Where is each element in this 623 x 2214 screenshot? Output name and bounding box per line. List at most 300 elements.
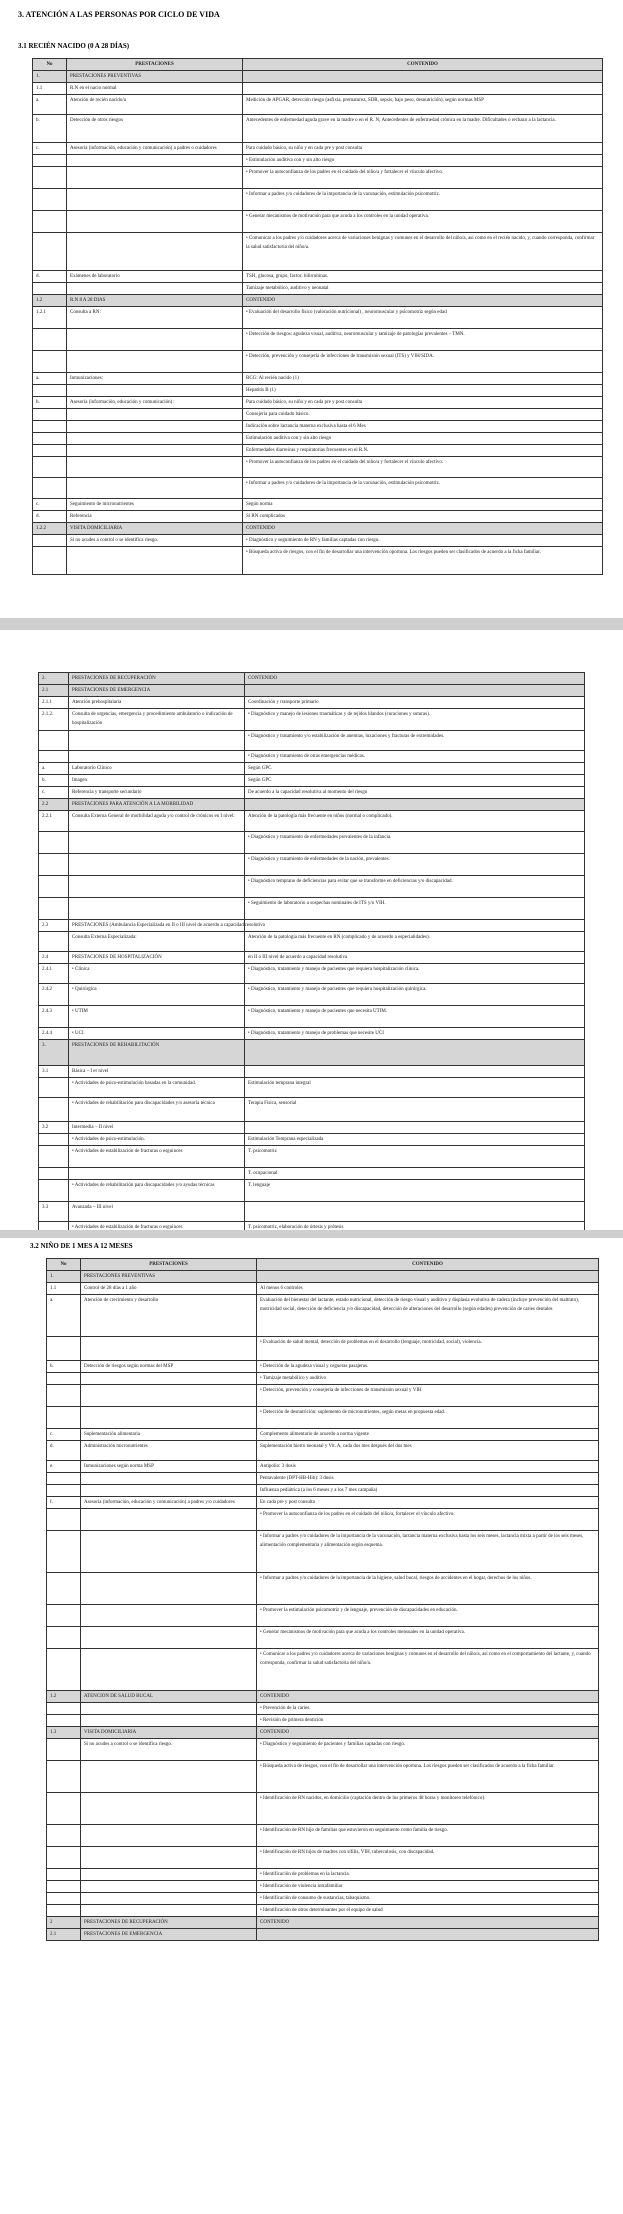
row-number-cell: [33, 421, 67, 433]
row-number-cell: [39, 932, 69, 952]
row-number-cell: 2.1: [39, 685, 69, 697]
row-number-cell: c.: [47, 1429, 81, 1441]
table-row: [47, 1793, 599, 1825]
row-number-cell: a.: [33, 373, 67, 385]
document-page-1: [0, 0, 623, 618]
service-cell: PRESTACIONES PREVENTIVAS: [81, 1271, 257, 1283]
row-number-cell: a.: [47, 1295, 81, 1337]
content-cell: Estimulación temprana integral: [245, 1078, 585, 1098]
service-cell: [81, 1893, 257, 1905]
table-row: [47, 1825, 599, 1847]
service-cell: • Actividades de rehabilitación para discapacidades y/o ayudas técnicas: [69, 1180, 245, 1202]
row-number-cell: [33, 457, 67, 478]
content-cell: • Informar a padres y/o cuidadores de la importancia de la vacunación, estimulación psicomotriz.: [243, 478, 603, 499]
content-cell: [245, 1122, 585, 1134]
service-cell: [67, 478, 243, 499]
table-row: [33, 409, 603, 421]
service-cell: [67, 385, 243, 397]
table-row: [47, 1461, 599, 1473]
content-cell: CONTENIDO: [243, 295, 603, 307]
section-title: 3. ATENCIÓN A LAS PERSONAS POR CICLO DE VIDA: [18, 10, 220, 19]
table-row: [33, 307, 603, 329]
row-number-cell: 1.1: [47, 1283, 81, 1295]
row-number-cell: [33, 283, 67, 295]
table-row: [47, 1361, 599, 1373]
service-cell: Control de 28 días a 1 año: [81, 1283, 257, 1295]
row-number-cell: 2.1: [47, 1929, 81, 1941]
service-cell: VISITA DOMICILIARIA: [67, 523, 243, 535]
service-cell: [69, 854, 245, 876]
table-row: [39, 876, 585, 898]
table-row: [33, 83, 603, 95]
content-cell: T. ocupacional: [245, 1168, 585, 1180]
content-cell: • Identificación de consumo de sustancias, tabaquismo.: [257, 1893, 599, 1905]
table-row: [33, 478, 603, 499]
content-cell: [245, 920, 585, 932]
content-cell: T. psicomotriz: [245, 1146, 585, 1168]
service-cell: [67, 421, 243, 433]
service-cell: [67, 409, 243, 421]
table-row: [47, 1531, 599, 1573]
service-cell: [67, 445, 243, 457]
content-cell: Hepatitis B (1): [243, 385, 603, 397]
content-cell: • Generar mecanismos de motivación para que acuda a los controles en la unidad operativa.: [243, 211, 603, 233]
table-row: [39, 1040, 585, 1066]
service-cell: Básica – I er nivel: [69, 1066, 245, 1078]
table-row: [47, 1703, 599, 1715]
table-row: [33, 211, 603, 233]
table-row: [33, 445, 603, 457]
content-cell: En cada pre y post consulta: [257, 1497, 599, 1509]
service-cell: • Actividades de rehabilitación para discapacidades y/o asesoría técnica: [69, 1098, 245, 1122]
table-row: [47, 1905, 599, 1917]
content-cell: • Evaluación de salud mental, detección de problemas en el desarrollo (lenguaje, motricidad, social), violencia.: [257, 1337, 599, 1361]
row-number-cell: [39, 1078, 69, 1098]
row-number-cell: No: [33, 59, 67, 71]
content-cell: • Detección de la agudeza visual y cegueras pasajeras.: [257, 1361, 599, 1373]
service-cell: Exámenes de laboratorio: [67, 271, 243, 283]
service-cell: [69, 1168, 245, 1180]
content-cell: • Comunicar a los padres y/o cuidadores acerca de variaciones benignas y comunes en el desarrollo del niño/a, así como en el comportamiento del lactante, y, cuando corresponda, confirmar la salud satisfactoria del niño/a.: [257, 1649, 599, 1691]
row-number-cell: [33, 409, 67, 421]
table-row: [39, 854, 585, 876]
table-row: [39, 1134, 585, 1146]
content-cell: Enfermedades diarreicas y respiratorias frecuentes en el R.N.: [243, 445, 603, 457]
content-cell: • Generar mecanismos de motivación para que acuda a los controles mensuales en la unidad operativa.: [257, 1627, 599, 1649]
service-cell: Consulta Externa Especializada:: [69, 932, 245, 952]
table-row: [33, 283, 603, 295]
row-number-cell: [47, 1337, 81, 1361]
row-number-cell: [39, 1168, 69, 1180]
subsection-title-infant: 3.2 NIÑO DE 1 MES A 12 MESES: [30, 1242, 133, 1250]
table-row: [33, 457, 603, 478]
row-number-cell: [33, 535, 67, 547]
table-row: [47, 1627, 599, 1649]
table-row: [47, 1385, 599, 1407]
row-number-cell: 1.2.2: [33, 523, 67, 535]
service-cell: [81, 1373, 257, 1385]
content-cell: • Evaluación del desarrollo físico (valoración nutricional) , neuromuscular y psicomotriz según edad: [243, 307, 603, 329]
row-number-cell: 2.1.1: [39, 697, 69, 709]
table-row: [47, 1917, 599, 1929]
service-cell: [67, 167, 243, 189]
row-number-cell: c.: [39, 787, 69, 799]
service-cell: [81, 1531, 257, 1573]
content-cell: • Revisión de primera dentición: [257, 1715, 599, 1727]
content-cell: Estimulación auditiva con y sin alto riesgo: [243, 433, 603, 445]
service-cell: [81, 1847, 257, 1869]
table-row: [47, 1485, 599, 1497]
service-cell: ATENCION DE SALUD BUCAL: [81, 1691, 257, 1703]
row-number-cell: [39, 731, 69, 751]
content-cell: • Informar a padres y/o cuidadores de la importancia de la vacunación, estimulación psicomotriz.: [243, 189, 603, 211]
table-row: [33, 271, 603, 283]
service-cell: Consulta a RN:: [67, 307, 243, 329]
content-cell: • Diagnóstico, tratamiento y manejo de pacientes que requiera hospitalización clínica.: [245, 964, 585, 984]
table-row: [33, 351, 603, 373]
service-cell: Avanzada – III nivel: [69, 1202, 245, 1222]
table-row: [47, 1373, 599, 1385]
row-number-cell: 1.: [47, 1271, 81, 1283]
service-cell: Detección de otros riesgos: [67, 115, 243, 143]
service-cell: [67, 211, 243, 233]
table-row: [39, 1098, 585, 1122]
newborn-services-table: [32, 58, 603, 575]
content-cell: CONTENIDO: [243, 523, 603, 535]
service-cell: Atención prehospitalaria: [69, 697, 245, 709]
row-number-cell: [39, 898, 69, 920]
content-cell: • Diagnóstico y tratamiento de enfermedades prevalentes de la infancia.: [245, 832, 585, 854]
row-number-cell: a.: [39, 763, 69, 775]
row-number-cell: [47, 1893, 81, 1905]
table-row: [39, 811, 585, 832]
content-cell: De acuerdo a la capacidad resolutiva al momento del riesgo: [245, 787, 585, 799]
service-cell: Suplementación alimentaria: [81, 1429, 257, 1441]
service-cell: [67, 433, 243, 445]
content-cell: [245, 1040, 585, 1066]
content-cell: • Tamizaje metabólico y auditivo: [257, 1373, 599, 1385]
content-cell: • Diagnóstico y tratamiento y/o estabilización de anemias, luxaciones y fracturas de extremidades.: [245, 731, 585, 751]
service-cell: [67, 329, 243, 351]
content-cell: Al menos 6 controles: [257, 1283, 599, 1295]
service-cell: PRESTACIONES DE EMERGENCIA: [81, 1929, 257, 1941]
table-row: [47, 1881, 599, 1893]
content-cell: [245, 685, 585, 697]
row-number-cell: 1.2.1: [33, 307, 67, 329]
content-cell: Coordinación y transporte primario: [245, 697, 585, 709]
row-number-cell: [47, 1825, 81, 1847]
service-cell: Si no acudes a control o se identifica riesgo.: [67, 535, 243, 547]
table-row: [47, 1893, 599, 1905]
service-cell: Asesoría (información, educación y comunicación) a padres o cuidadores: [67, 143, 243, 155]
content-cell: en II o III nivel de acuerdo a capacidad resolutiva: [245, 952, 585, 964]
table-row: [33, 397, 603, 409]
content-cell: [243, 71, 603, 83]
content-cell: CONTENIDO: [257, 1691, 599, 1703]
content-cell: • Diagnóstico, tratamiento y manejo de pacientes que requiera hospitalización quirúrgica.: [245, 984, 585, 1006]
row-number-cell: 2.4.3: [39, 1006, 69, 1028]
content-cell: • Detección, prevención y consejería de infecciones de transmisión sexual y VIH: [257, 1385, 599, 1407]
table-row: [47, 1441, 599, 1461]
row-number-cell: d.: [33, 511, 67, 523]
service-cell: [69, 876, 245, 898]
content-cell: • Diagnóstico y tratamiento de enfermedades de la nación, prevalentes.: [245, 854, 585, 876]
content-cell: • Detección de riesgos: agudeza visual, auditiva, neuromuscular y tamizaje de patologías prevalentes – TMN.: [243, 329, 603, 351]
service-cell: Inmunizaciones:: [67, 373, 243, 385]
table-row: [39, 984, 585, 1006]
service-cell: [81, 1649, 257, 1691]
service-cell: • Actividades de estabilización de fracturas o esguinces: [69, 1146, 245, 1168]
row-number-cell: [33, 155, 67, 167]
content-cell: BCG: Al recién nacido (1): [243, 373, 603, 385]
row-number-cell: [47, 1485, 81, 1497]
row-number-cell: [39, 1098, 69, 1122]
content-cell: CONTENIDO: [257, 1917, 599, 1929]
service-cell: PRESTACIONES: [81, 1259, 257, 1271]
content-cell: • Búsqueda activa de riesgos, con el fin de desarrollar una intervención oportuna. Los riesgos pueden ser clasificados de acuerdo a la ficha familiar.: [243, 547, 603, 575]
service-cell: [81, 1825, 257, 1847]
content-cell: Según norma: [243, 499, 603, 511]
row-number-cell: 3.3: [39, 1202, 69, 1222]
service-cell: Imagen: [69, 775, 245, 787]
content-cell: • Prevención de la caries.: [257, 1703, 599, 1715]
service-cell: PRESTACIONES DE HOSPITALIZACIÓN: [69, 952, 245, 964]
service-cell: [81, 1715, 257, 1727]
content-cell: [245, 1202, 585, 1222]
row-number-cell: [47, 1373, 81, 1385]
row-number-cell: b.: [39, 775, 69, 787]
table-row: [47, 1929, 599, 1941]
service-cell: • UCI: [69, 1028, 245, 1040]
service-cell: Referencia y transporte secundario: [69, 787, 245, 799]
service-cell: Detección de riesgos según normas del MSP: [81, 1361, 257, 1373]
table-row: [47, 1605, 599, 1627]
row-number-cell: [33, 167, 67, 189]
content-cell: • Diagnóstico y seguimiento de RN y familias captadas con riesgo.: [243, 535, 603, 547]
table-row: [47, 1337, 599, 1361]
infant-services-table: [46, 1258, 599, 1941]
row-number-cell: [39, 832, 69, 854]
table-row: [39, 920, 585, 932]
content-cell: Atención de la patología más frecuente en RN (complicado y de acuerdo a especialidades).: [245, 932, 585, 952]
row-number-cell: [47, 1869, 81, 1881]
row-number-cell: [47, 1531, 81, 1573]
content-cell: [243, 83, 603, 95]
table-row: [33, 499, 603, 511]
service-cell: Intermedia – II nivel: [69, 1122, 245, 1134]
row-number-cell: 1.3: [47, 1727, 81, 1739]
content-cell: • Diagnóstico y seguimiento de pacientes y familias captadas con riesgo.: [257, 1739, 599, 1761]
service-cell: Asesoría (información, educación y comunicación):: [67, 397, 243, 409]
service-cell: • Clínica: [69, 964, 245, 984]
content-cell: Según GPC: [245, 775, 585, 787]
content-cell: • Identificación de RN nacidos, en domicilio (captación dentro de los primeros 48 horas y monitoreo telefónico).: [257, 1793, 599, 1825]
row-number-cell: b.: [33, 397, 67, 409]
table-row: [33, 155, 603, 167]
table-row: [47, 1509, 599, 1531]
service-cell: [69, 731, 245, 751]
row-number-cell: [39, 876, 69, 898]
document-page-3: [0, 1238, 623, 2214]
row-number-cell: [47, 1761, 81, 1793]
table-row: [47, 1847, 599, 1869]
row-number-cell: [47, 1793, 81, 1825]
service-cell: [81, 1627, 257, 1649]
service-cell: [81, 1485, 257, 1497]
service-cell: [69, 751, 245, 763]
content-cell: T. psicomotriz, elaboración de órtesis y prótesis: [245, 1222, 585, 1234]
table-row: [33, 385, 603, 397]
table-row: [33, 143, 603, 155]
row-number-cell: [47, 1739, 81, 1761]
table-row: [33, 71, 603, 83]
table-row: [47, 1295, 599, 1337]
row-number-cell: [33, 433, 67, 445]
table-row: [47, 1473, 599, 1485]
row-number-cell: [39, 854, 69, 876]
row-number-cell: [47, 1881, 81, 1893]
table-row: [39, 1168, 585, 1180]
row-number-cell: 1.2: [33, 295, 67, 307]
table-row: [39, 1180, 585, 1202]
content-cell: • Promover la autoconfianza de los padres en el cuidado del niño/a, fortalecer el vínculo afectivo.: [257, 1509, 599, 1531]
row-number-cell: [47, 1385, 81, 1407]
content-cell: Indicación sobre lactancia materna exclusiva hasta el 6 Mes: [243, 421, 603, 433]
service-cell: R.N 8 A 28 DIAS: [67, 295, 243, 307]
content-cell: Según GPC: [245, 763, 585, 775]
content-cell: • Identificación de violencia intrafamiliar: [257, 1881, 599, 1893]
content-cell: Influenza pediátrica (a los 6 meses y a los 7 mes campaña): [257, 1485, 599, 1497]
service-cell: • Actividades de psico-estimulación.: [69, 1134, 245, 1146]
service-cell: [81, 1509, 257, 1531]
table-row: [39, 731, 585, 751]
table-row: [39, 1146, 585, 1168]
service-cell: [81, 1703, 257, 1715]
content-cell: Antipolio: 3 dosis: [257, 1461, 599, 1473]
service-cell: Asesoría (información, educación y comunicación) a padres y/o cuidadores: [81, 1497, 257, 1509]
row-number-cell: [33, 233, 67, 271]
table-row: [47, 1649, 599, 1691]
table-row: [39, 1066, 585, 1078]
table-row: [39, 799, 585, 811]
row-number-cell: [47, 1509, 81, 1531]
row-number-cell: [33, 445, 67, 457]
content-cell: CONTENIDO: [243, 59, 603, 71]
service-cell: [67, 457, 243, 478]
row-number-cell: c.: [33, 499, 67, 511]
service-cell: PRESTACIONES (Ambulancia Especializada en II o III nivel de acuerdo a capacidad resolutiva: [69, 920, 245, 932]
row-number-cell: [47, 1847, 81, 1869]
service-cell: Inmunizaciones según norma MSP: [81, 1461, 257, 1473]
service-cell: [81, 1881, 257, 1893]
table-row: [39, 1122, 585, 1134]
content-cell: Si RN complicados: [243, 511, 603, 523]
service-cell: Seguimiento de micronutrientes: [67, 499, 243, 511]
service-cell: [67, 155, 243, 167]
service-cell: [81, 1605, 257, 1627]
service-cell: PRESTACIONES PARA ATENCIÓN A LA MORBILIDAD: [69, 799, 245, 811]
content-cell: [257, 1929, 599, 1941]
service-cell: [81, 1337, 257, 1361]
table-row: [39, 673, 585, 685]
service-cell: Consulta Externa General de morbilidad aguda y/o control de crónicos en I nivel:: [69, 811, 245, 832]
content-cell: Suplementación hierro neonatal y Vit. A, cada dos mes después del dos mes: [257, 1441, 599, 1461]
service-cell: Si no acudes a control o se identifica riesgo.: [81, 1739, 257, 1761]
row-number-cell: b.: [47, 1361, 81, 1373]
row-number-cell: [47, 1715, 81, 1727]
service-cell: [81, 1869, 257, 1881]
table-row: [33, 421, 603, 433]
table-row: [39, 832, 585, 854]
row-number-cell: d.: [33, 271, 67, 283]
row-number-cell: [47, 1407, 81, 1429]
content-cell: CONTENIDO: [257, 1727, 599, 1739]
content-cell: Para cuidado básico, su niño y en cada pre y post consulta: [243, 397, 603, 409]
content-cell: [245, 1066, 585, 1078]
row-number-cell: No: [47, 1259, 81, 1271]
table-row: [33, 433, 603, 445]
row-number-cell: 2.2: [39, 799, 69, 811]
table-row: [47, 1573, 599, 1605]
row-number-cell: [33, 385, 67, 397]
content-cell: • Diagnóstico temprano de deficiencias para evitar que se transforme en deficiencias y/o discapacidad.: [245, 876, 585, 898]
row-number-cell: [47, 1473, 81, 1485]
service-cell: Consulta de urgencias, emergencia y procedimiento ambulatorio o indicación de hospitalización: [69, 709, 245, 731]
content-cell: [257, 1271, 599, 1283]
service-cell: Atención de crecimiento y desarrollo: [81, 1295, 257, 1337]
content-cell: • Comunicar a los padres y/o cuidadores acerca de variaciones benignas y comunes en el desarrollo del niño/a, así como en el recién nacido, y, cuando corresponda, confirmar la salud satisfactoria del niño/a.: [243, 233, 603, 271]
content-cell: Evaluación del bienestar del lactante, estado nutricional, detección de riesgo visual y auditivo y displasia evolutiva de cadera (incluye prevención del maltrato), motricidad social, detección de deficiencia y/o discapacidad, detección de alteraciones del desarrollo (según edades) prevención de caries dentales: [257, 1295, 599, 1337]
service-cell: [81, 1905, 257, 1917]
table-row: [39, 775, 585, 787]
service-cell: [81, 1793, 257, 1825]
table-row: [33, 233, 603, 271]
page-separator-1: [0, 618, 623, 630]
subsection-title-newborn: 3.1 RECIÉN NACIDO (0 A 28 DÍAS): [18, 42, 130, 50]
content-cell: • Promover la autoconfianza de los padres en el cuidado del niño/a y fortalecer el vínculo afectivo.: [243, 167, 603, 189]
content-cell: [245, 799, 585, 811]
table-row: [39, 952, 585, 964]
page-separator-2: [0, 1230, 623, 1238]
service-cell: Atención de recién nacido/a: [67, 95, 243, 115]
row-number-cell: 1.: [33, 71, 67, 83]
table-row: [39, 932, 585, 952]
row-number-cell: 3.2: [39, 1122, 69, 1134]
service-cell: [81, 1407, 257, 1429]
content-cell: Estimulación Temprana especializada: [245, 1134, 585, 1146]
table-row: [47, 1869, 599, 1881]
table-row: [39, 1006, 585, 1028]
content-cell: • Identificación de otros determinantes por el equipo de salud: [257, 1905, 599, 1917]
row-number-cell: 2.4: [39, 952, 69, 964]
row-number-cell: 2.4.2: [39, 984, 69, 1006]
content-cell: • Detección, prevención y consejería de infecciones de transmisión sexual (ITS) y VIH/SIDA.: [243, 351, 603, 373]
table-row: [39, 697, 585, 709]
content-cell: • Identificación de RN hijo de familias que estuvieron en seguimiento como familia de riesgo.: [257, 1825, 599, 1847]
content-cell: • Promover la estimulación psicomotriz y de lenguaje, prevención de discapacidades en educación.: [257, 1605, 599, 1627]
service-cell: PRESTACIONES PREVENTIVAS: [67, 71, 243, 83]
service-cell: • UTIM: [69, 1006, 245, 1028]
row-number-cell: a.: [33, 95, 67, 115]
table-row: [47, 1271, 599, 1283]
table-row: [39, 709, 585, 731]
row-number-cell: 3.: [39, 1040, 69, 1066]
content-cell: • Diagnóstico y manejo de lesiones traumáticas y de tejidos blandos (curaciones y suturas).: [245, 709, 585, 731]
row-number-cell: [47, 1605, 81, 1627]
service-cell: Referencia: [67, 511, 243, 523]
content-cell: Consejería para cuidado básico.: [243, 409, 603, 421]
service-cell: [81, 1573, 257, 1605]
